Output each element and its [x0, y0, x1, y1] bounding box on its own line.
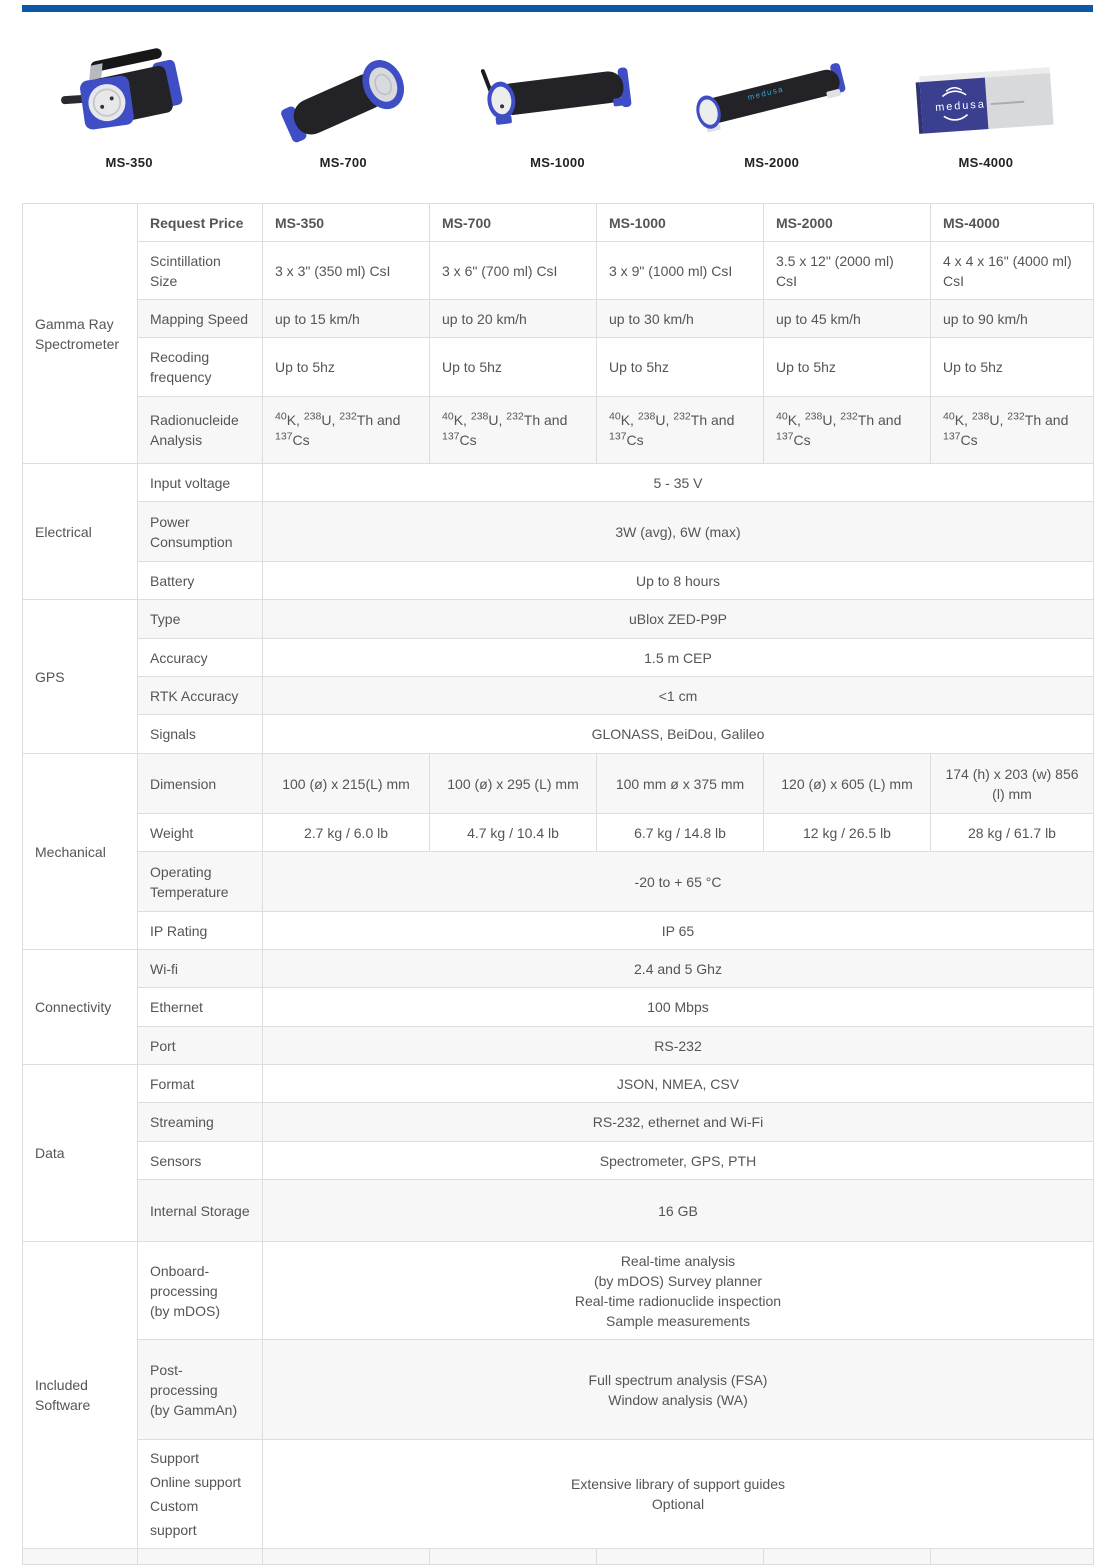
model-header-ms-2000[interactable]: MS-2000	[764, 204, 931, 242]
top-accent-bar	[22, 5, 1093, 12]
spec-label: Input voltage	[138, 464, 263, 502]
spec-value: 120 (ø) x 605 (L) mm	[764, 754, 931, 814]
table-row	[23, 464, 1094, 502]
product-ms-2000[interactable]	[665, 44, 879, 170]
spec-value: up to 30 km/h	[597, 300, 764, 338]
spec-label: Power Consumption	[138, 502, 263, 562]
table-row	[23, 562, 1094, 600]
spec-value: 174 (h) x 203 (w) 856 (l) mm	[931, 754, 1094, 814]
spec-value: $^{40}$K, $^{238}$U, $^{232}$Th and $^{137}$Cs	[430, 397, 597, 464]
table-row	[23, 988, 1094, 1027]
table-row	[23, 715, 1094, 754]
table-row	[23, 1340, 1094, 1440]
table-row	[23, 1142, 1094, 1180]
spec-value: Real-time analysis (by mDOS) Survey planner Real-time radionuclide inspection Sample measurements	[263, 1242, 1094, 1340]
model-header-ms-700[interactable]: MS-700	[430, 204, 597, 242]
spec-value: RS-232	[263, 1027, 1094, 1065]
spec-value: up to 90 km/h	[931, 300, 1094, 338]
spec-label: Sensors	[138, 1142, 263, 1180]
ms-2000-illustration	[674, 44, 869, 148]
ms-2000-logo-text: medusa	[746, 84, 786, 103]
spec-value: Up to 5hz	[263, 338, 430, 397]
table-row	[23, 1103, 1094, 1142]
spec-label: Recoding frequency	[138, 338, 263, 397]
empty-cell	[263, 1549, 430, 1565]
category-cell: Data	[23, 1065, 138, 1242]
spec-value: 3W (avg), 6W (max)	[263, 502, 1094, 562]
spec-table	[22, 203, 1094, 1565]
spec-label: Accuracy	[138, 639, 263, 677]
spec-value: Up to 5hz	[931, 338, 1094, 397]
spec-label: Streaming	[138, 1103, 263, 1142]
spec-value: $^{40}$K, $^{238}$U, $^{232}$Th and $^{137}$Cs	[931, 397, 1094, 464]
product-name: MS-1000	[530, 155, 585, 170]
empty-cell	[764, 1549, 931, 1565]
spec-label: Weight	[138, 814, 263, 852]
table-row	[23, 600, 1094, 639]
spec-label: Support Online support Custom support	[138, 1440, 263, 1549]
spec-value: up to 15 km/h	[263, 300, 430, 338]
spec-label: Format	[138, 1065, 263, 1103]
product-name: MS-4000	[958, 155, 1014, 170]
table-row	[23, 1242, 1094, 1340]
spec-value: Up to 8 hours	[263, 562, 1094, 600]
product-name: MS-700	[319, 155, 367, 170]
spec-value: 100 mm ø x 375 mm	[597, 754, 764, 814]
spec-value: uBlox ZED-P9P	[263, 600, 1094, 639]
spec-value: 3 x 9" (1000 ml) CsI	[597, 242, 764, 300]
spec-value: 1.5 m CEP	[263, 639, 1094, 677]
spec-label: Ethernet	[138, 988, 263, 1027]
product-name: MS-350	[105, 155, 153, 170]
table-row	[23, 1180, 1094, 1242]
spec-label: Port	[138, 1027, 263, 1065]
spec-value: 5 - 35 V	[263, 464, 1094, 502]
product-ms-1000[interactable]	[450, 44, 664, 170]
product-image-ms-1000	[463, 44, 653, 148]
ms-350-illustration	[54, 44, 204, 148]
spec-value: 2.7 kg / 6.0 lb	[263, 814, 430, 852]
spec-label: Post- processing (by GammAn)	[138, 1340, 263, 1440]
spec-value: Up to 5hz	[430, 338, 597, 397]
spec-label: Operating Temperature	[138, 852, 263, 912]
spec-value: Spectrometer, GPS, PTH	[263, 1142, 1094, 1180]
spec-value: $^{40}$K, $^{238}$U, $^{232}$Th and $^{137}$Cs	[764, 397, 931, 464]
model-header-ms-350[interactable]: MS-350	[263, 204, 430, 242]
empty-cell	[430, 1549, 597, 1565]
table-header-row	[23, 204, 1094, 242]
spec-label: Scintillation Size	[138, 242, 263, 300]
spec-value: 100 Mbps	[263, 988, 1094, 1027]
table-row	[23, 1065, 1094, 1103]
spec-label: Wi-fi	[138, 950, 263, 988]
spec-value: 16 GB	[263, 1180, 1094, 1242]
category-cell: Gamma Ray Spectrometer	[23, 204, 138, 464]
ms-4000-logo-text: medusa	[935, 98, 987, 114]
empty-cell	[597, 1549, 764, 1565]
spec-value: Up to 5hz	[597, 338, 764, 397]
spec-value: $^{40}$K, $^{238}$U, $^{232}$Th and $^{137}$Cs	[597, 397, 764, 464]
table-row	[23, 950, 1094, 988]
spec-value: IP 65	[263, 912, 1094, 950]
spec-value: 4 x 4 x 16" (4000 ml) CsI	[931, 242, 1094, 300]
spec-value: 3.5 x 12" (2000 ml) CsI	[764, 242, 931, 300]
table-row	[23, 397, 1094, 464]
table-row	[23, 502, 1094, 562]
table-row	[23, 814, 1094, 852]
spec-value: 2.4 and 5 Ghz	[263, 950, 1094, 988]
spec-label: Dimension	[138, 754, 263, 814]
spec-value: <1 cm	[263, 677, 1094, 715]
spec-label: Mapping Speed	[138, 300, 263, 338]
model-header-ms-1000[interactable]: MS-1000	[597, 204, 764, 242]
spec-value: RS-232, ethernet and Wi-Fi	[263, 1103, 1094, 1142]
empty-cell	[138, 1549, 263, 1565]
spec-label: Battery	[138, 562, 263, 600]
category-cell: Included Software	[23, 1242, 138, 1549]
spec-value: 4.7 kg / 10.4 lb	[430, 814, 597, 852]
spec-value: Up to 5hz	[764, 338, 931, 397]
spec-value: up to 45 km/h	[764, 300, 931, 338]
product-name: MS-2000	[744, 155, 800, 170]
product-image-ms-4000	[888, 44, 1083, 148]
spec-value: 28 kg / 61.7 lb	[931, 814, 1094, 852]
category-cell: GPS	[23, 600, 138, 754]
product-image-ms-350	[54, 44, 204, 148]
category-cell: Mechanical	[23, 754, 138, 950]
product-image-ms-2000	[674, 44, 869, 148]
table-row	[23, 912, 1094, 950]
table-row	[23, 852, 1094, 912]
product-ms-4000[interactable]	[879, 44, 1093, 170]
spec-value: 3 x 6" (700 ml) CsI	[430, 242, 597, 300]
spec-value: JSON, NMEA, CSV	[263, 1065, 1094, 1103]
spec-label: Radionucleide Analysis	[138, 397, 263, 464]
spec-value: up to 20 km/h	[430, 300, 597, 338]
table-row	[23, 300, 1094, 338]
product-ms-350[interactable]	[22, 44, 236, 170]
spec-value: GLONASS, BeiDou, Galileo	[263, 715, 1094, 754]
table-row	[23, 242, 1094, 300]
spec-value: $^{40}$K, $^{238}$U, $^{232}$Th and $^{137}$Cs	[263, 397, 430, 464]
spec-value: 100 (ø) x 295 (L) mm	[430, 754, 597, 814]
spec-label: Internal Storage	[138, 1180, 263, 1242]
product-ms-700[interactable]	[236, 44, 450, 170]
table-row	[23, 1027, 1094, 1065]
ms-700-illustration	[263, 44, 423, 148]
model-header-ms-4000[interactable]: MS-4000	[931, 204, 1094, 242]
spec-label: IP Rating	[138, 912, 263, 950]
spec-value: Full spectrum analysis (FSA) Window analysis (WA)	[263, 1340, 1094, 1440]
category-cell: Electrical	[23, 464, 138, 600]
empty-cell	[23, 1549, 138, 1565]
request-price-link[interactable]: Request Price	[138, 204, 263, 242]
table-row	[23, 754, 1094, 814]
table-row	[23, 677, 1094, 715]
product-image-ms-700	[263, 44, 423, 148]
spec-label: Signals	[138, 715, 263, 754]
spec-value: 100 (ø) x 215(L) mm	[263, 754, 430, 814]
empty-cell	[931, 1549, 1094, 1565]
spec-value: 3 x 3" (350 ml) CsI	[263, 242, 430, 300]
ms-4000-illustration	[888, 44, 1083, 148]
table-row	[23, 338, 1094, 397]
product-strip	[22, 44, 1093, 170]
spec-label: Type	[138, 600, 263, 639]
spec-label: Onboard- processing (by mDOS)	[138, 1242, 263, 1340]
spec-value: Extensive library of support guides Optional	[263, 1440, 1094, 1549]
table-row-partial	[23, 1549, 1094, 1565]
table-row	[23, 639, 1094, 677]
spec-value: 6.7 kg / 14.8 lb	[597, 814, 764, 852]
category-cell: Connectivity	[23, 950, 138, 1065]
ms-1000-illustration	[463, 44, 653, 148]
table-row	[23, 1440, 1094, 1549]
spec-value: -20 to + 65 °C	[263, 852, 1094, 912]
spec-label: RTK Accuracy	[138, 677, 263, 715]
spec-value: 12 kg / 26.5 lb	[764, 814, 931, 852]
